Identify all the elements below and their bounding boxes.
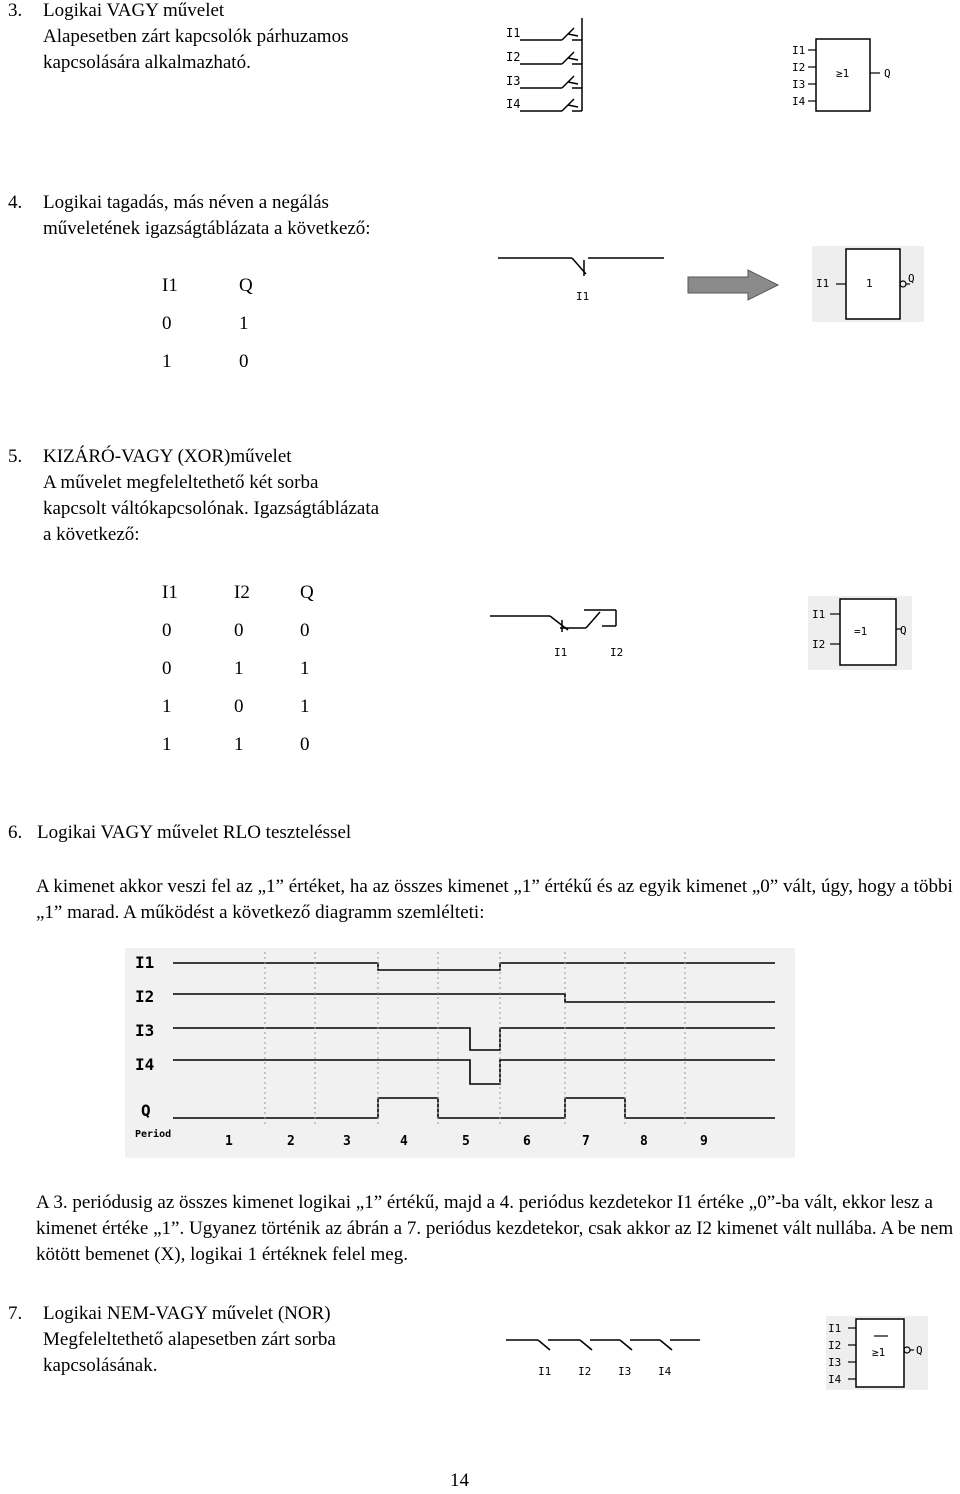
section-3-text: kapcsolására alkalmazható.: [43, 52, 251, 73]
table-cell: 1: [300, 696, 310, 717]
switch-label: I3: [506, 74, 521, 88]
table-cell: 1: [234, 658, 244, 679]
period-number: 6: [523, 1134, 531, 1149]
table-row: [162, 726, 330, 764]
section-5-text: A művelet megfeleltethető két sorba: [43, 472, 319, 493]
block-input-label: I2: [792, 61, 806, 74]
xor-switch-diagram: [488, 604, 638, 664]
block-input-label: I3: [828, 1356, 842, 1369]
table-cell: 0: [300, 620, 310, 641]
block-output-label: Q: [884, 67, 891, 80]
right-arrow-icon: [686, 268, 782, 302]
table-cell: 1: [234, 734, 244, 755]
table-cell: 0: [239, 351, 249, 372]
block-input-label: I1: [812, 608, 826, 621]
section-7-text: Megfeleltethető alapesetben zárt sorba: [43, 1329, 336, 1350]
switch-label: I2: [506, 50, 521, 64]
signal-label: Q: [141, 1101, 151, 1120]
block-input-label: I1: [828, 1322, 842, 1335]
xor-function-block: [808, 596, 912, 670]
table-header-cell: I1: [162, 582, 178, 603]
table-cell: 0: [162, 620, 172, 641]
period-number: 3: [343, 1134, 351, 1149]
switch-label: I4: [658, 1365, 672, 1378]
section-4-text: műveletének igazságtáblázata a következő:: [43, 218, 371, 239]
period-number: 8: [640, 1134, 648, 1149]
table-cell: 0: [234, 696, 244, 717]
section-5-text: kapcsolt váltókapcsolónak. Igazságtáblázata: [43, 498, 380, 519]
block-symbol: 1: [866, 277, 873, 290]
table-cell: 0: [162, 313, 172, 334]
nc-switch-diagram: [496, 250, 668, 310]
signal-label: I4: [135, 1055, 155, 1074]
table-cell: 1: [162, 351, 172, 372]
timing-diagram: [125, 948, 795, 1158]
block-input-label: I2: [812, 638, 826, 651]
switch-label: I1: [576, 290, 590, 303]
period-number: 7: [582, 1134, 590, 1149]
switch-label: I1: [538, 1365, 552, 1378]
section-5-text: a következő:: [43, 524, 140, 545]
table-header-cell: Q: [239, 275, 253, 296]
negation-truth-table: [162, 267, 269, 381]
table-header-cell: I1: [162, 275, 178, 296]
period-number: 9: [700, 1134, 708, 1149]
block-input-label: I4: [792, 95, 806, 108]
section-3-title: Logikai VAGY művelet: [43, 0, 225, 21]
section-6-explanation: A 3. periódusig az összes kimenet logikai „1” értékű, majd a 4. periódus kezdetekor I1 értéke „0”-ba vált, ekkor lesz a kimenet értéke „1”. Ugyanez történik az ábrán a 7. periódus kezdetekor, csak akkor az I2 kimenet vált nullába. A be nem kötött bemenet (X), logikai 1 értéknek felel meg.: [36, 1192, 954, 1265]
block-symbol: ≥1: [836, 67, 850, 80]
table-cell: 0: [300, 734, 310, 755]
switch-label: I2: [610, 646, 624, 659]
table-cell: 1: [239, 313, 249, 334]
table-cell: 0: [234, 620, 244, 641]
nor-function-block: [826, 1316, 928, 1390]
block-output-label: Q: [908, 272, 915, 285]
section-3-text: Alapesetben zárt kapcsolók párhuzamos: [43, 26, 349, 47]
section-6-number: 6.: [8, 822, 23, 843]
section-6-description: A kimenet akkor veszi fel az „1” értéket, ha az összes kimenet „1” értékű és az egyik kimenet „0” vált, úgy, hogy a többi „1” marad. A működést a következő diagramm szemlélteti:: [36, 876, 953, 923]
table-cell: 1: [162, 734, 172, 755]
switch-label: I4: [506, 97, 521, 111]
period-number: 2: [287, 1134, 295, 1149]
table-header-cell: Q: [300, 582, 314, 603]
page-number: 14: [450, 1470, 469, 1491]
signal-label: I2: [135, 987, 155, 1006]
not-function-block: [812, 246, 924, 322]
switch-label: I3: [618, 1365, 632, 1378]
section-4-title: Logikai tagadás, más néven a negálás: [43, 192, 329, 213]
block-symbol: ≥1: [872, 1346, 886, 1359]
block-input-label: I1: [816, 277, 830, 290]
switch-label: I1: [554, 646, 568, 659]
xor-truth-table: [162, 574, 330, 764]
switch-label: I2: [578, 1365, 592, 1378]
table-cell: 1: [300, 658, 310, 679]
section-7-title: Logikai NEM-VAGY művelet (NOR): [43, 1303, 331, 1324]
block-symbol: =1: [854, 625, 868, 638]
block-input-label: I4: [828, 1373, 842, 1386]
switch-label: I1: [506, 26, 521, 40]
table-row: [162, 612, 330, 650]
signal-label: I3: [135, 1021, 155, 1040]
section-6-title: Logikai VAGY művelet RLO teszteléssel: [37, 822, 352, 843]
period-number: 1: [225, 1134, 233, 1149]
series-nc-switches-diagram: [504, 1330, 704, 1384]
table-cell: 1: [162, 696, 172, 717]
section-5-title: KIZÁRÓ-VAGY (XOR)művelet: [43, 446, 292, 467]
block-output-label: Q: [916, 1344, 923, 1357]
table-cell: 0: [162, 658, 172, 679]
table-row: [162, 343, 269, 381]
section-7-text: kapcsolásának.: [43, 1355, 158, 1376]
period-number: 5: [462, 1134, 470, 1149]
or-function-block: [790, 36, 906, 118]
section-4-number: 4.: [8, 192, 23, 213]
section-3-number: 3.: [8, 0, 23, 21]
table-row: [162, 688, 330, 726]
table-row: [162, 650, 330, 688]
block-input-label: I3: [792, 78, 806, 91]
block-input-label: I2: [828, 1339, 842, 1352]
block-output-label: Q: [900, 624, 907, 637]
period-number: 4: [400, 1134, 408, 1149]
period-label: Period: [135, 1129, 172, 1140]
table-header-cell: I2: [234, 582, 250, 603]
block-input-label: I1: [792, 44, 806, 57]
parallel-nc-switches-diagram: [500, 18, 600, 118]
section-7-number: 7.: [8, 1303, 23, 1324]
table-row: [162, 305, 269, 343]
section-5-number: 5.: [8, 446, 23, 467]
signal-label: I1: [135, 953, 155, 972]
